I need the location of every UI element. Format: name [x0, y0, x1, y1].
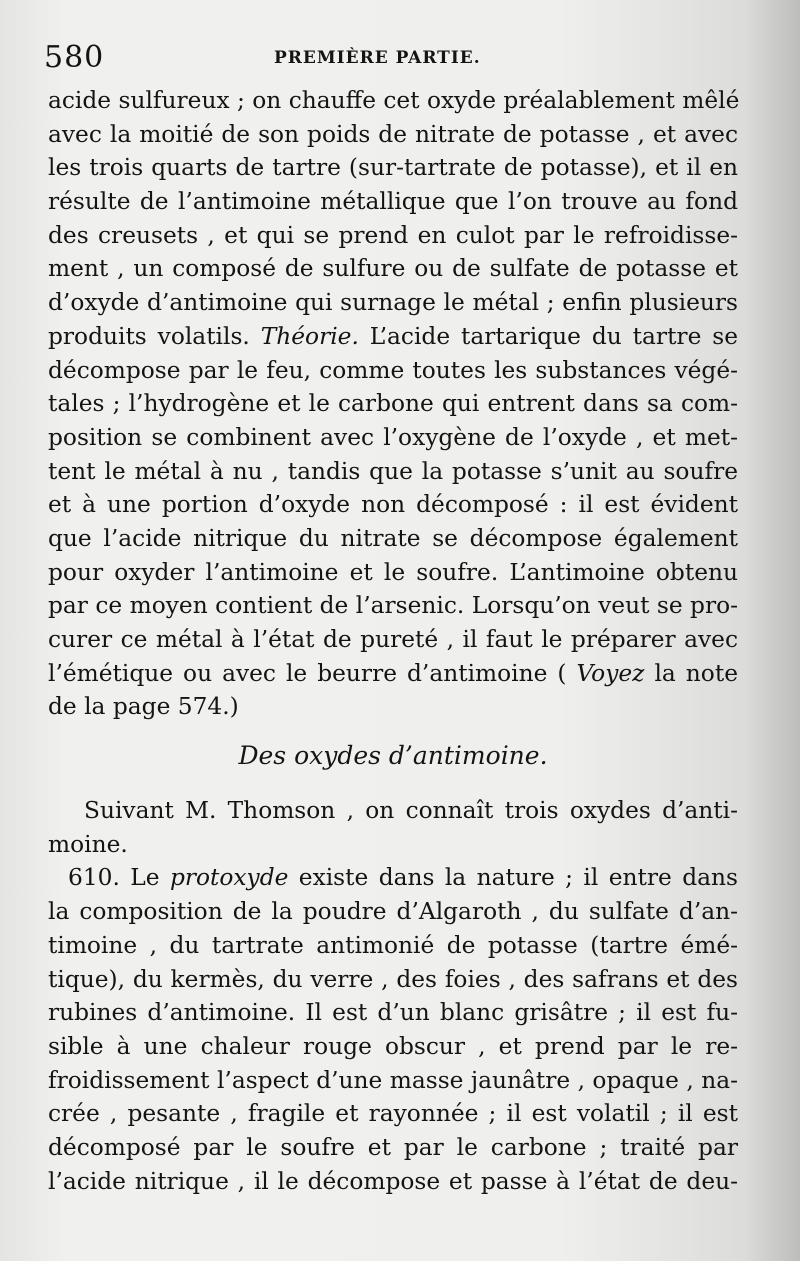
text-line: l’acide nitrique , il le décompose et passe à l’état de deu- [48, 1167, 738, 1195]
paragraph-610 [48, 861, 738, 1198]
text-line: crée , pesante , fragile et rayonnée ; il est volatil ; il est [48, 1100, 738, 1128]
text-line: la composition de la poudre d’Algaroth , du sulfate d’an- [48, 898, 738, 926]
text-line: et à une portion d’oxyde non décomposé : il est évident [48, 491, 738, 519]
text-line: ment , un composé de sulfure ou de sulfate de potasse et [48, 255, 738, 283]
text-line: décomposé par le soufre et par le carbone ; traité par [48, 1133, 738, 1161]
text-line: tales ; l’hydrogène et le carbone qui entrent dans sa com- [48, 390, 738, 418]
text-line: froidissement l’aspect d’une masse jaunâtre , opaque , na- [48, 1066, 738, 1094]
paragraph-continued [48, 84, 738, 724]
text-line: produits volatils. Théorie. L’acide tartarique du tartre se [48, 322, 738, 350]
text-line: acide sulfureux ; on chauffe cet oxyde préalablement mêlé [48, 87, 740, 114]
text-line: 610. Le protoxyde existe dans la nature ; il entre dans [68, 864, 738, 892]
text-line: tique), du kermès, du verre , des foies , des safrans et des [48, 965, 738, 993]
text-line: timoine , du tartrate antimonié de potasse (tartre émé- [48, 931, 738, 959]
text-line: avec la moitié de son poids de nitrate de potasse , et avec [48, 120, 738, 148]
text-line: tent le métal à nu , tandis que la potasse s’unit au soufre [48, 457, 738, 485]
page-header [44, 40, 744, 80]
text-line: pour oxyder l’antimoine et le soufre. L’antimoine obtenu [48, 558, 738, 586]
text-line: des creusets , et qui se prend en culot par le refroidisse- [48, 221, 738, 249]
text-line: position se combinent avec l’oxygène de l’oxyde , et met- [48, 423, 738, 451]
text-line: par ce moyen contient de l’arsenic. Lorsqu’on veut se pro- [48, 592, 738, 620]
body-text [48, 84, 738, 1198]
text-line: les trois quarts de tartre (sur-tartrate de potasse), et il en [48, 154, 738, 182]
text-line: moine. [48, 830, 128, 858]
text-line: rubines d’antimoine. Il est d’un blanc grisâtre ; il est fu- [48, 999, 738, 1027]
text-line: résulte de l’antimoine métallique que l’on trouve au fond [48, 188, 738, 216]
running-head: PREMIÈRE PARTIE. [274, 48, 481, 68]
text-line: l’émétique ou avec le beurre d’antimoine ( Voyez la note [48, 659, 738, 687]
text-line: d’oxyde d’antimoine qui surnage le métal ; enfin plusieurs [48, 289, 738, 317]
text-line: décompose par le feu, comme toutes les substances végé- [48, 356, 738, 384]
section-heading: Des oxydes d’antimoine. [238, 741, 548, 771]
text-line: sible à une chaleur rouge obscur , et prend par le re- [48, 1032, 738, 1060]
paragraph-intro [48, 794, 738, 861]
text-line: de la page 574.) [48, 693, 239, 721]
text-line: Suivant M. Thomson , on connaît trois oxydes d’anti- [84, 797, 738, 825]
text-line: curer ce métal à l’état de pureté , il faut le préparer avec [48, 626, 738, 653]
text-line: que l’acide nitrique du nitrate se décompose également [48, 524, 738, 552]
page-number: 580 [44, 40, 105, 75]
